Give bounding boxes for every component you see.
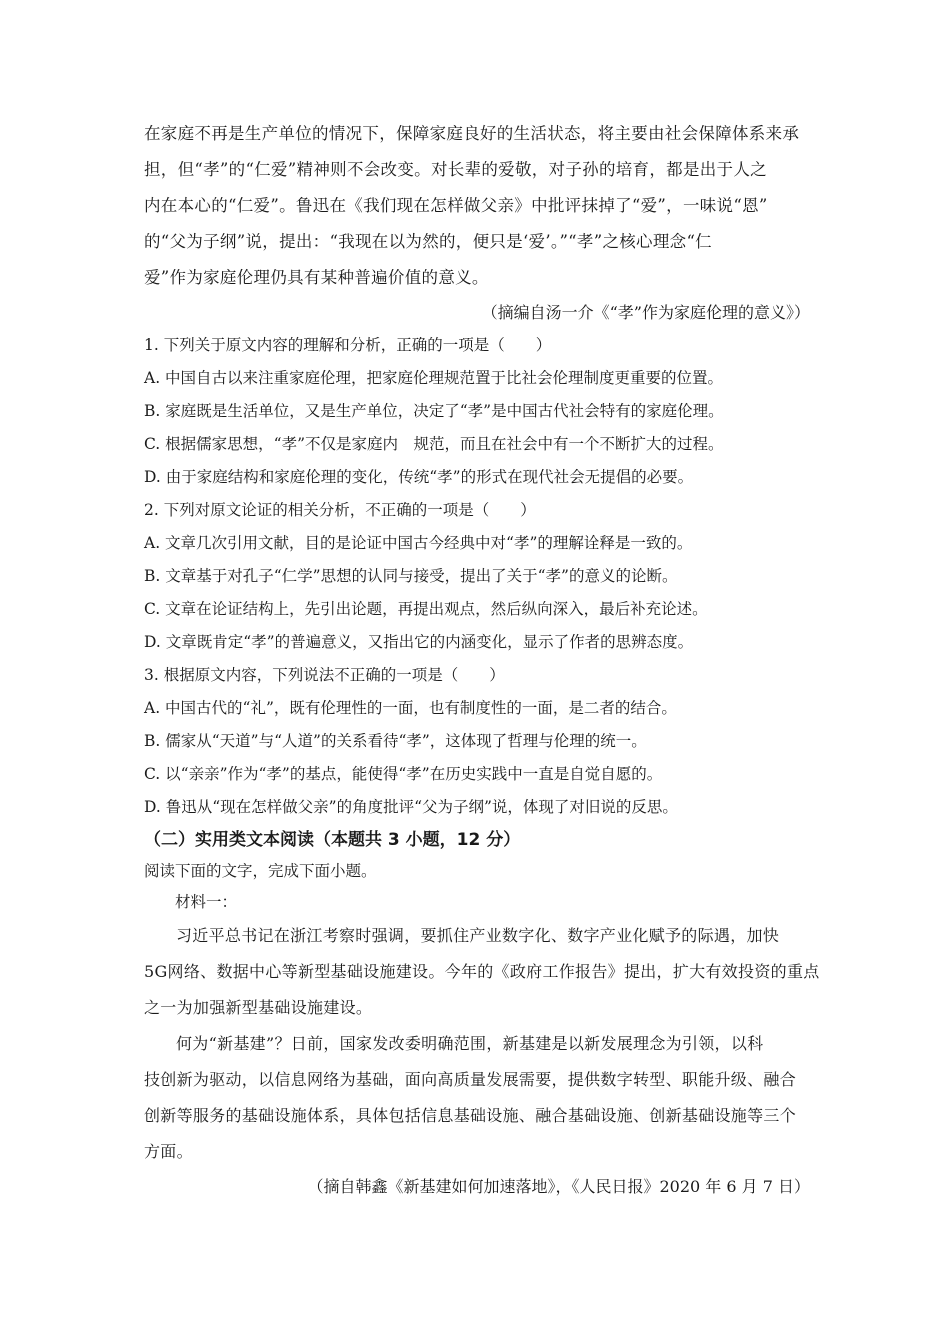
material-line: 技创新为驱动，以信息网络为基础，面向高质量发展需要，提供数字转型、职能升级、融合 bbox=[144, 1070, 797, 1089]
question-option: C. 根据儒家思想，“孝”不仅是家庭内 规范，而且在社会中有一个不断扩大的过程。 bbox=[144, 435, 724, 453]
question-2 bbox=[144, 494, 810, 659]
material-line: 创新等服务的基础设施体系，具体包括信息基础设施、融合基础设施、创新基础设施等三个 bbox=[144, 1106, 797, 1125]
passage-line: 担，但“孝”的“仁爱”精神则不会改变。对长辈的爱敬，对子孙的培育，都是出于人之 bbox=[144, 160, 767, 179]
question-3 bbox=[144, 659, 810, 824]
question-option: B. 儒家从“天道”与“人道”的关系看待“孝”，这体现了哲理与伦理的统一。 bbox=[144, 732, 647, 750]
question-option: C. 文章在论证结构上，先引出论题，再提出观点，然后纵向深入，最后补充论述。 bbox=[144, 600, 708, 618]
section-heading: （二）实用类文本阅读（本题共 3 小题，12 分） bbox=[144, 830, 521, 850]
passage-line: 爱”作为家庭伦理仍具有某种普遍价值的意义。 bbox=[144, 268, 489, 287]
material-paragraph-1 bbox=[144, 918, 820, 1026]
material-line: 习近平总书记在浙江考察时强调，要抓住产业数字化、数字产业化赋予的际遇，加快 bbox=[176, 926, 780, 945]
passage-line: 内在本心的“仁爱”。鲁迅在《我们现在怎样做父亲》中批评抹掉了“爱”，一味说“恩” bbox=[144, 196, 768, 215]
document-page bbox=[144, 116, 820, 1203]
material-line: 方面。 bbox=[144, 1142, 193, 1161]
question-option: D. 鲁迅从“现在怎样做父亲”的角度批评“父为子纲”说，体现了对旧说的反思。 bbox=[144, 798, 678, 816]
material-line: 之一为加强新型基础设施建设。 bbox=[144, 998, 373, 1017]
question-option: A. 中国古代的“礼”，既有伦理性的一面，也有制度性的一面，是二者的结合。 bbox=[144, 699, 677, 717]
passage-source: （摘编自汤一介《“孝”作为家庭伦理的意义》） bbox=[481, 303, 810, 322]
passage-paragraph bbox=[144, 116, 810, 296]
material-line: 5G网络、数据中心等新型基础设施建设。今年的《政府工作报告》提出，扩大有效投资的重点 bbox=[144, 962, 820, 981]
question-option: A. 文章几次引用文献，目的是论证中国古今经典中对“孝”的理解诠释是一致的。 bbox=[144, 534, 693, 552]
question-stem: 3. 根据原文内容，下列说法不正确的一项是（ ） bbox=[144, 666, 505, 684]
question-option: C. 以“亲亲”作为“孝”的基点，能使得“孝”在历史实践中一直是自觉自愿的。 bbox=[144, 765, 663, 783]
question-option: D. 由于家庭结构和家庭伦理的变化，传统“孝”的形式在现代社会无提倡的必要。 bbox=[144, 468, 694, 486]
material-line: 何为“新基建”？日前，国家发改委明确范围，新基建是以新发展理念为引领，以科 bbox=[176, 1034, 764, 1053]
question-option: A. 中国自古以来注重家庭伦理，把家庭伦理规范置于比社会伦理制度更重要的位置。 bbox=[144, 369, 724, 387]
question-option: D. 文章既肯定“孝”的普遍意义，又指出它的内涵变化，显示了作者的思辨态度。 bbox=[144, 633, 694, 651]
question-1 bbox=[144, 329, 810, 494]
question-option: B. 文章基于对孔子“仁学”思想的认同与接受，提出了关于“孝”的意义的论断。 bbox=[144, 567, 678, 585]
material-paragraph-2 bbox=[144, 1026, 810, 1170]
question-option: B. 家庭既是生活单位，又是生产单位，决定了“孝”是中国古代社会特有的家庭伦理。 bbox=[144, 402, 724, 420]
material-source: （摘自韩鑫《新基建如何加速落地》，《人民日报》2020 年 6 月 7 日） bbox=[307, 1177, 810, 1196]
question-stem: 1. 下列关于原文内容的理解和分析，正确的一项是（ ） bbox=[144, 336, 552, 354]
passage-line: 的“父为子纲”说，提出：“我现在以为然的，便只是‘爱’。”“孝”之核心理念“仁 bbox=[144, 232, 712, 251]
section-instruction: 阅读下面的文字，完成下面小题。 bbox=[144, 862, 377, 880]
passage-line: 在家庭不再是生产单位的情况下，保障家庭良好的生活状态，将主要由社会保障体系来承 bbox=[144, 124, 800, 143]
question-stem: 2. 下列对原文论证的相关分析，不正确的一项是（ ） bbox=[144, 501, 536, 519]
material-label: 材料一： bbox=[175, 893, 238, 911]
